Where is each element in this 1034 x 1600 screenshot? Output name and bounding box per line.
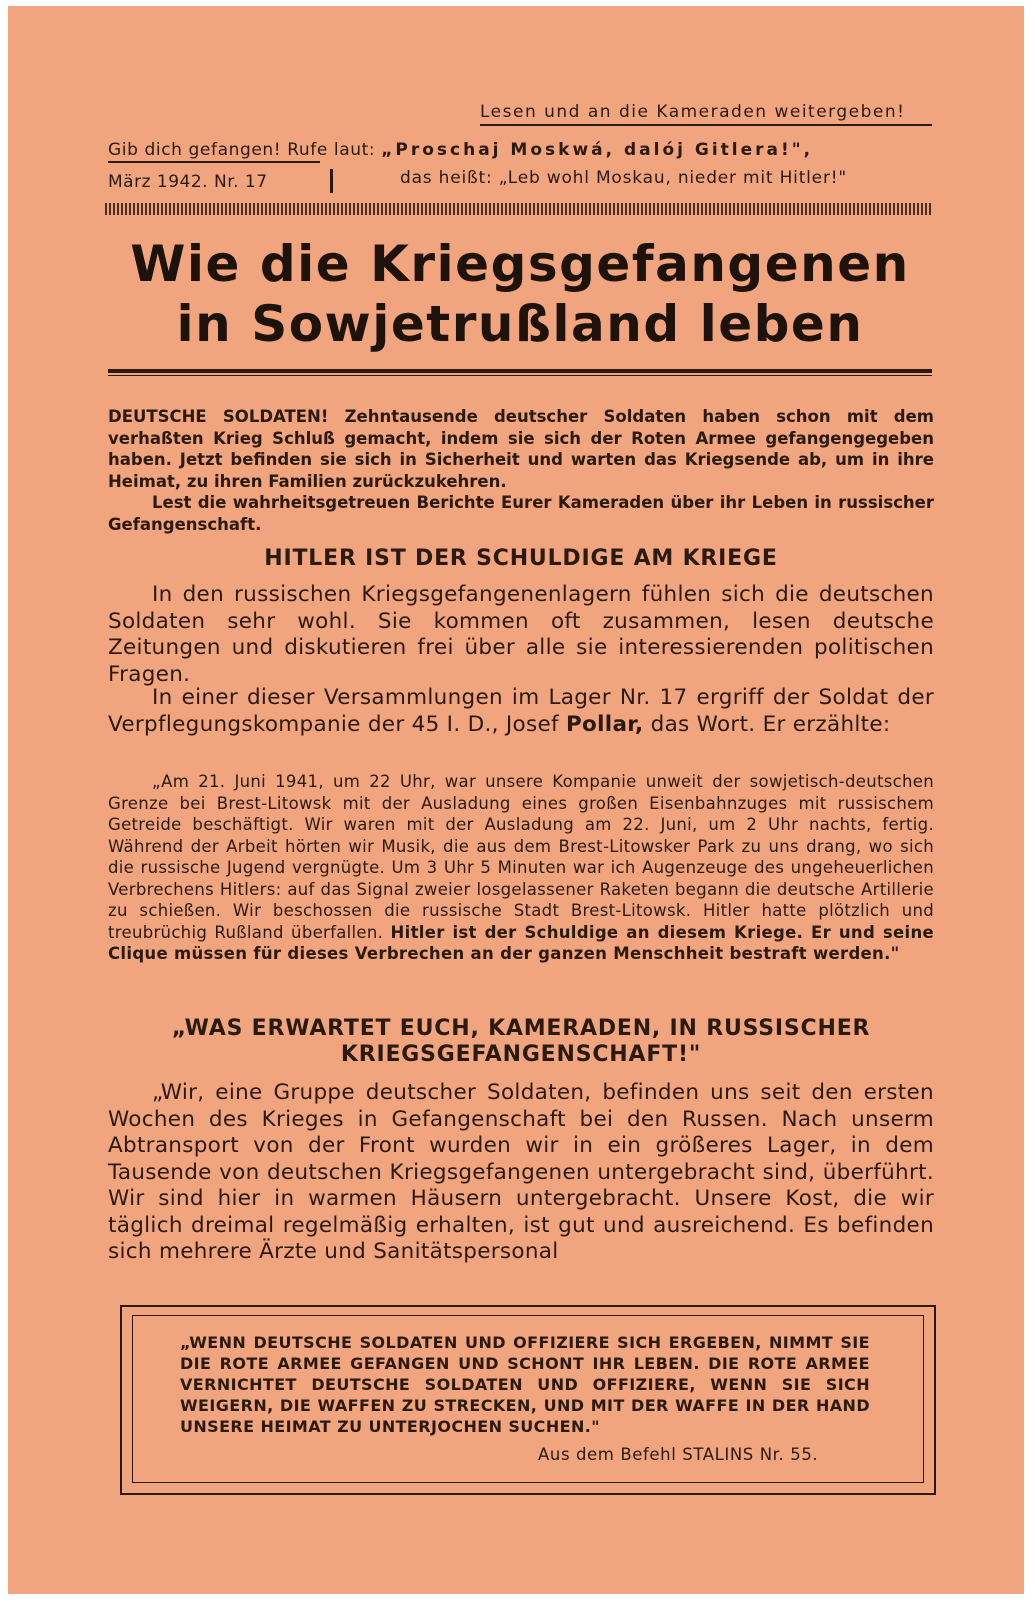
testimony-text: „Am 21. Juni 1941, um 22 Uhr, war unsere Kompanie unweit der sowjetisch-deutschen Grenze bei Brest-Litowsk mit der Ausladung eines großen Eisenbahnzuges mit russischem Getreide beschäftigt. Wir waren mit der Ausladung am 22. Juni, um 2 Uhr nachts, fertig. Während der Arbeit hörten wir Musik, die aus dem Brest-Litowsker Park zu uns drang, wo sich die russische Jugend vergnügte. Um 3 Uhr 5 Minuten war ich Augenzeuge des ungeheuerlichen Verbrechens Hitlers: auf das Signal zweier losgelassener Raketen begann die deutsche Artillerie zu schießen. Wir beschossen die russische Stadt Brest-Litowsk. Hitler hatte plötzlich und treubrüchig Rußland überfallen. <box>108 772 934 942</box>
section1-paragraph-1: In den russischen Kriegsgefangenenlagern fühlen sich die deutschen Soldaten sehr wohl. Sie kommen oft zusammen, lesen deutsche Zeitungen und diskutieren frei über alle sie interessierenden politischen Fragen. <box>108 582 934 687</box>
decorative-band <box>105 203 932 215</box>
intro-text: DEUTSCHE SOLDATEN! Zehntausende deutscher Soldaten haben schon mit dem verhaßten Krieg Schluß gemacht, indem sie sich der Roten Armee gefangengegeben haben. Jetzt befinden sie sich in Sicherheit und warten das Kriegsende ab, um in ihre Heimat, zu ihren Familien zurückzukehren. <box>108 407 934 491</box>
slogan-translation: das heißt: „Leb wohl Moskau, nieder mit Hitler!" <box>400 168 847 188</box>
section2-paragraph: „Wir, eine Gruppe deutscher Soldaten, befinden uns seit den ersten Wochen des Krieges in Gefangenschaft bei den Russen. Nach unserm Abtransport von der Front wurden wir in ein größeres Lager, in dem Tausende von deutschen Kriegsgefangenen untergebracht sind, überführt. Wir sind hier in warmen Häusern untergebracht. Unsere Kost, die wir täglich dreimal regelmäßig erhalten, ist gut und ausreichend. Es befinden sich mehrere Ärzte und Sanitätspersonal <box>108 1080 934 1264</box>
top-note: Lesen und an die Kameraden weitergeben! <box>480 102 906 122</box>
section-title-captivity <box>108 1016 934 1068</box>
order-attribution: Aus dem Befehl STALINS Nr. 55. <box>538 1445 819 1464</box>
para2-name: Pollar, <box>565 711 644 737</box>
leaflet-page <box>8 6 1024 1594</box>
section-title-hitler: HITLER IST DER SCHULDIGE AM KRIEGE <box>264 546 778 571</box>
slogan-lead: Gib dich gefangen! <box>108 140 282 160</box>
section2-title-line-2: KRIEGSGEFANGENSCHAFT!" <box>340 1042 702 1067</box>
slogan-call: Rufe laut: <box>287 140 376 160</box>
headline-line-2: in Sowjetrußland leben <box>176 295 864 353</box>
stalin-order-quote: „WENN DEUTSCHE SOLDATEN UND OFFIZIERE SICH ERGEBEN, NIMMT SIE DIE ROTE ARMEE GEFANGEN UND SCHONT IHR LEBEN. DIE ROTE ARMEE VERNICHTET DEUTSCHE SOLDATEN UND OFFIZIERE, WENN SIE SICH WEIGERN, DIE WAFFEN ZU STRECKEN, UND MIT DER WAFFE IN DER HAND UNSERE HEIMAT ZU UNTERJOCHEN SUCHEN." <box>180 1333 870 1436</box>
slogan-line <box>108 140 813 160</box>
headline-line-1: Wie die Kriegsgefangenen <box>130 235 910 293</box>
intro-text-2: Lest die wahrheitsgetreuen Berichte Eurer Kameraden über ihr Leben in russischer Gefangenschaft. <box>108 493 934 534</box>
headline-rule-thick <box>108 369 932 373</box>
soldier-testimony <box>108 771 934 965</box>
para2-end: das Wort. Er erzählte: <box>650 711 891 737</box>
para2-start: In einer dieser Versammlungen im Lager Nr. 17 ergriff der Soldat der Verpflegungskompanie der 45 I. D., Josef <box>108 685 934 737</box>
slogan-russian: „Proschaj Moskwá, dalój Gitlera!", <box>381 140 814 160</box>
intro-paragraph <box>108 406 934 535</box>
headline <box>108 234 932 354</box>
section2-title-line-1: „WAS ERWARTET EUCH, KAMERADEN, IN RUSSISCHER <box>171 1016 871 1041</box>
slogan-underline <box>108 161 320 163</box>
issue-date: März 1942. Nr. 17 <box>108 172 268 192</box>
headline-rule-thin <box>108 375 932 376</box>
section1-paragraph-2 <box>108 685 934 738</box>
top-note-underline <box>480 124 932 126</box>
testimony-bold: Hitler ist der Schuldige an diesem Kriege. Er und seine Clique müssen für dieses Verbrechen an der ganzen Menschheit bestraft werden." <box>108 922 935 963</box>
issue-divider <box>330 169 333 193</box>
